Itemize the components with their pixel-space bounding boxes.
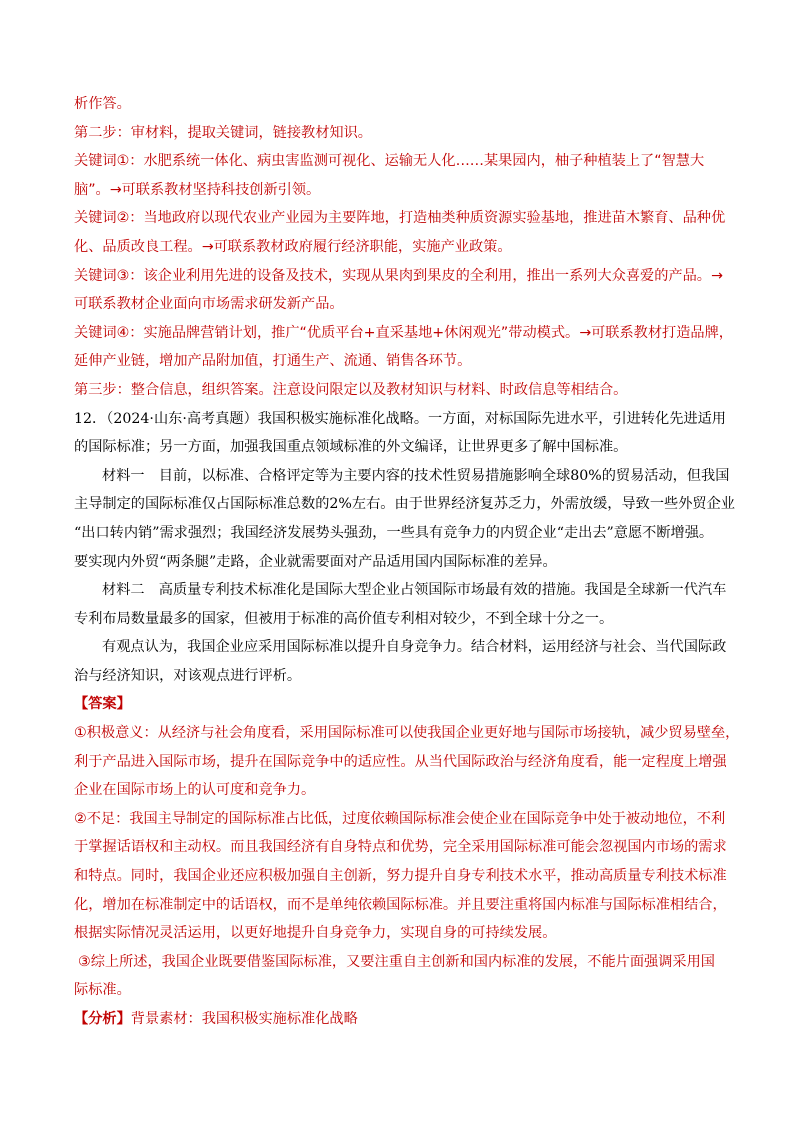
step-two-heading: 第二步：审材料，提取关键词，链接教材知识。 <box>74 124 372 141</box>
keyword-4-line-2: 延伸产业链，增加产品附加值，打通生产、流通、销售各环节。 <box>74 353 472 370</box>
material-1-line-2: 主导制定的国际标准仅占国际标准总数的2%左右。由于世界经济复苏乏力，外需放缓，导致一些外贸企业 <box>74 496 735 513</box>
analysis-line <box>74 1005 730 1034</box>
material-1-line-3: “出口转内销”需求强烈；我国经济发展势头强劲，一些具有竞争力的内贸企业“走出去”意愿不断增强。 <box>74 524 714 541</box>
material-2-line-1: 材料二 高质量专利技术标准化是国际大型企业占领国际市场最有效的措施。我国是全球新一代汽车 <box>102 582 727 599</box>
answer-1-line-3: 企业在国际市场上的认可度和竞争力。 <box>74 782 316 799</box>
document-page <box>74 90 740 1034</box>
material-1-line-1: 材料一 目前，以标准、合格评定等为主要内容的技术性贸易措施影响全球80%的贸易活动，但我国 <box>102 467 730 484</box>
keyword-1-line-2: 脑”。→可联系教材坚持科技创新引领。 <box>74 181 321 198</box>
answer-heading: 【答案】 <box>74 696 131 713</box>
answer-2-line-1: ②不足：我国主导制定的国际标准占比低，过度依赖国际标准会使企业在国际竞争中处于被动地位，不利 <box>74 810 726 827</box>
question-stem-line-1: 12．（2024·山东·高考真题）我国积极实施标准化战略。一方面，对标国际先进水平，引进转化先进适用 <box>74 410 726 427</box>
answer-2-line-3: 和特点。同时，我国企业还应积极加强自主创新，努力提升自身专利技术水平，推动高质量专利技术标准 <box>74 868 727 885</box>
question-stem-line-2: 的国际标准；另一方面，加强我国重点领域标准的外文编译，让世界更多了解中国标准。 <box>74 439 628 456</box>
step-three-line: 第三步：整合信息，组织答案。注意设问限定以及教材知识与材料、时政信息等相结合。 <box>74 381 628 398</box>
keyword-3-line-2: 可联系教材企业面向市场需求研发新产品。 <box>74 296 344 313</box>
material-1-line-4: 要实现内外贸“两条腿”走路，企业就需要面对产品适用国内国际标准的差异。 <box>74 553 557 570</box>
question-ask-line-2: 治与经济知识，对该观点进行评析。 <box>74 667 302 684</box>
question-ask-line-1: 有观点认为，我国企业应采用国际标准以提升自身竞争力。结合材料，运用经济与社会、当代国际政 <box>102 639 727 656</box>
keyword-2-line-1: 关键词②：当地政府以现代农业产业园为主要阵地，打造柚类种质资源实验基地，推进苗木繁育、品种优 <box>74 210 726 227</box>
answer-2-line-5: 根据实际情况灵活运用，以更好地提升自身竞争力，实现自身的可持续发展。 <box>74 925 557 942</box>
answer-2-line-2: 于掌握话语权和主动权。而且我国经济有自身特点和优势，完全采用国际标准可能会忽视国内市场的需求 <box>74 839 727 856</box>
answer-3-line-1: ③综上所述，我国企业既要借鉴国际标准，又要注重自主创新和国内标准的发展，不能片面强调采用国 <box>78 953 715 970</box>
answer-2-line-4: 化，增加在标准制定中的话语权，而不是单纯依赖国际标准。并且要注重将国内标准与国际标准相结合， <box>74 896 727 913</box>
keyword-3-line-1: 关键词③：该企业利用先进的设备及技术，实现从果肉到果皮的全利用，推出一系列大众喜爱的产品。→ <box>74 267 723 284</box>
answer-3-line-2: 际标准。 <box>74 982 131 999</box>
answer-1-line-2: 利于产品进入国际市场，提升在国际竞争中的适应性。从当代国际政治与经济角度看，能一定程度上增强 <box>74 753 727 770</box>
keyword-1-line-1: 关键词①：水肥系统一体化、病虫害监测可视化、运输无人化……某果园内，柚子种植装上了“智慧大 <box>74 153 705 170</box>
intro-line-1: 析作答。 <box>74 96 131 112</box>
analysis-label: 【分析】 <box>74 1011 131 1027</box>
keyword-4-line-1: 关键词④：实施品牌营销计划，推广“优质平台+直采基地+休闲观光”带动模式。→可联系教材打造品牌， <box>74 324 733 341</box>
analysis-text: 背景素材：我国积极实施标准化战略 <box>130 1011 358 1027</box>
material-2-line-2: 专利布局数量最多的国家，但被用于标准的高价值专利相对较少，不到全球十分之一。 <box>74 610 614 627</box>
answer-1-line-1: ①积极意义：从经济与社会角度看，采用国际标准可以使我国企业更好地与国际市场接轨，减少贸易壁垒， <box>74 725 740 742</box>
keyword-2-line-2: 化、品质改良工程。→可联系教材政府履行经济职能，实施产业政策。 <box>74 238 512 255</box>
